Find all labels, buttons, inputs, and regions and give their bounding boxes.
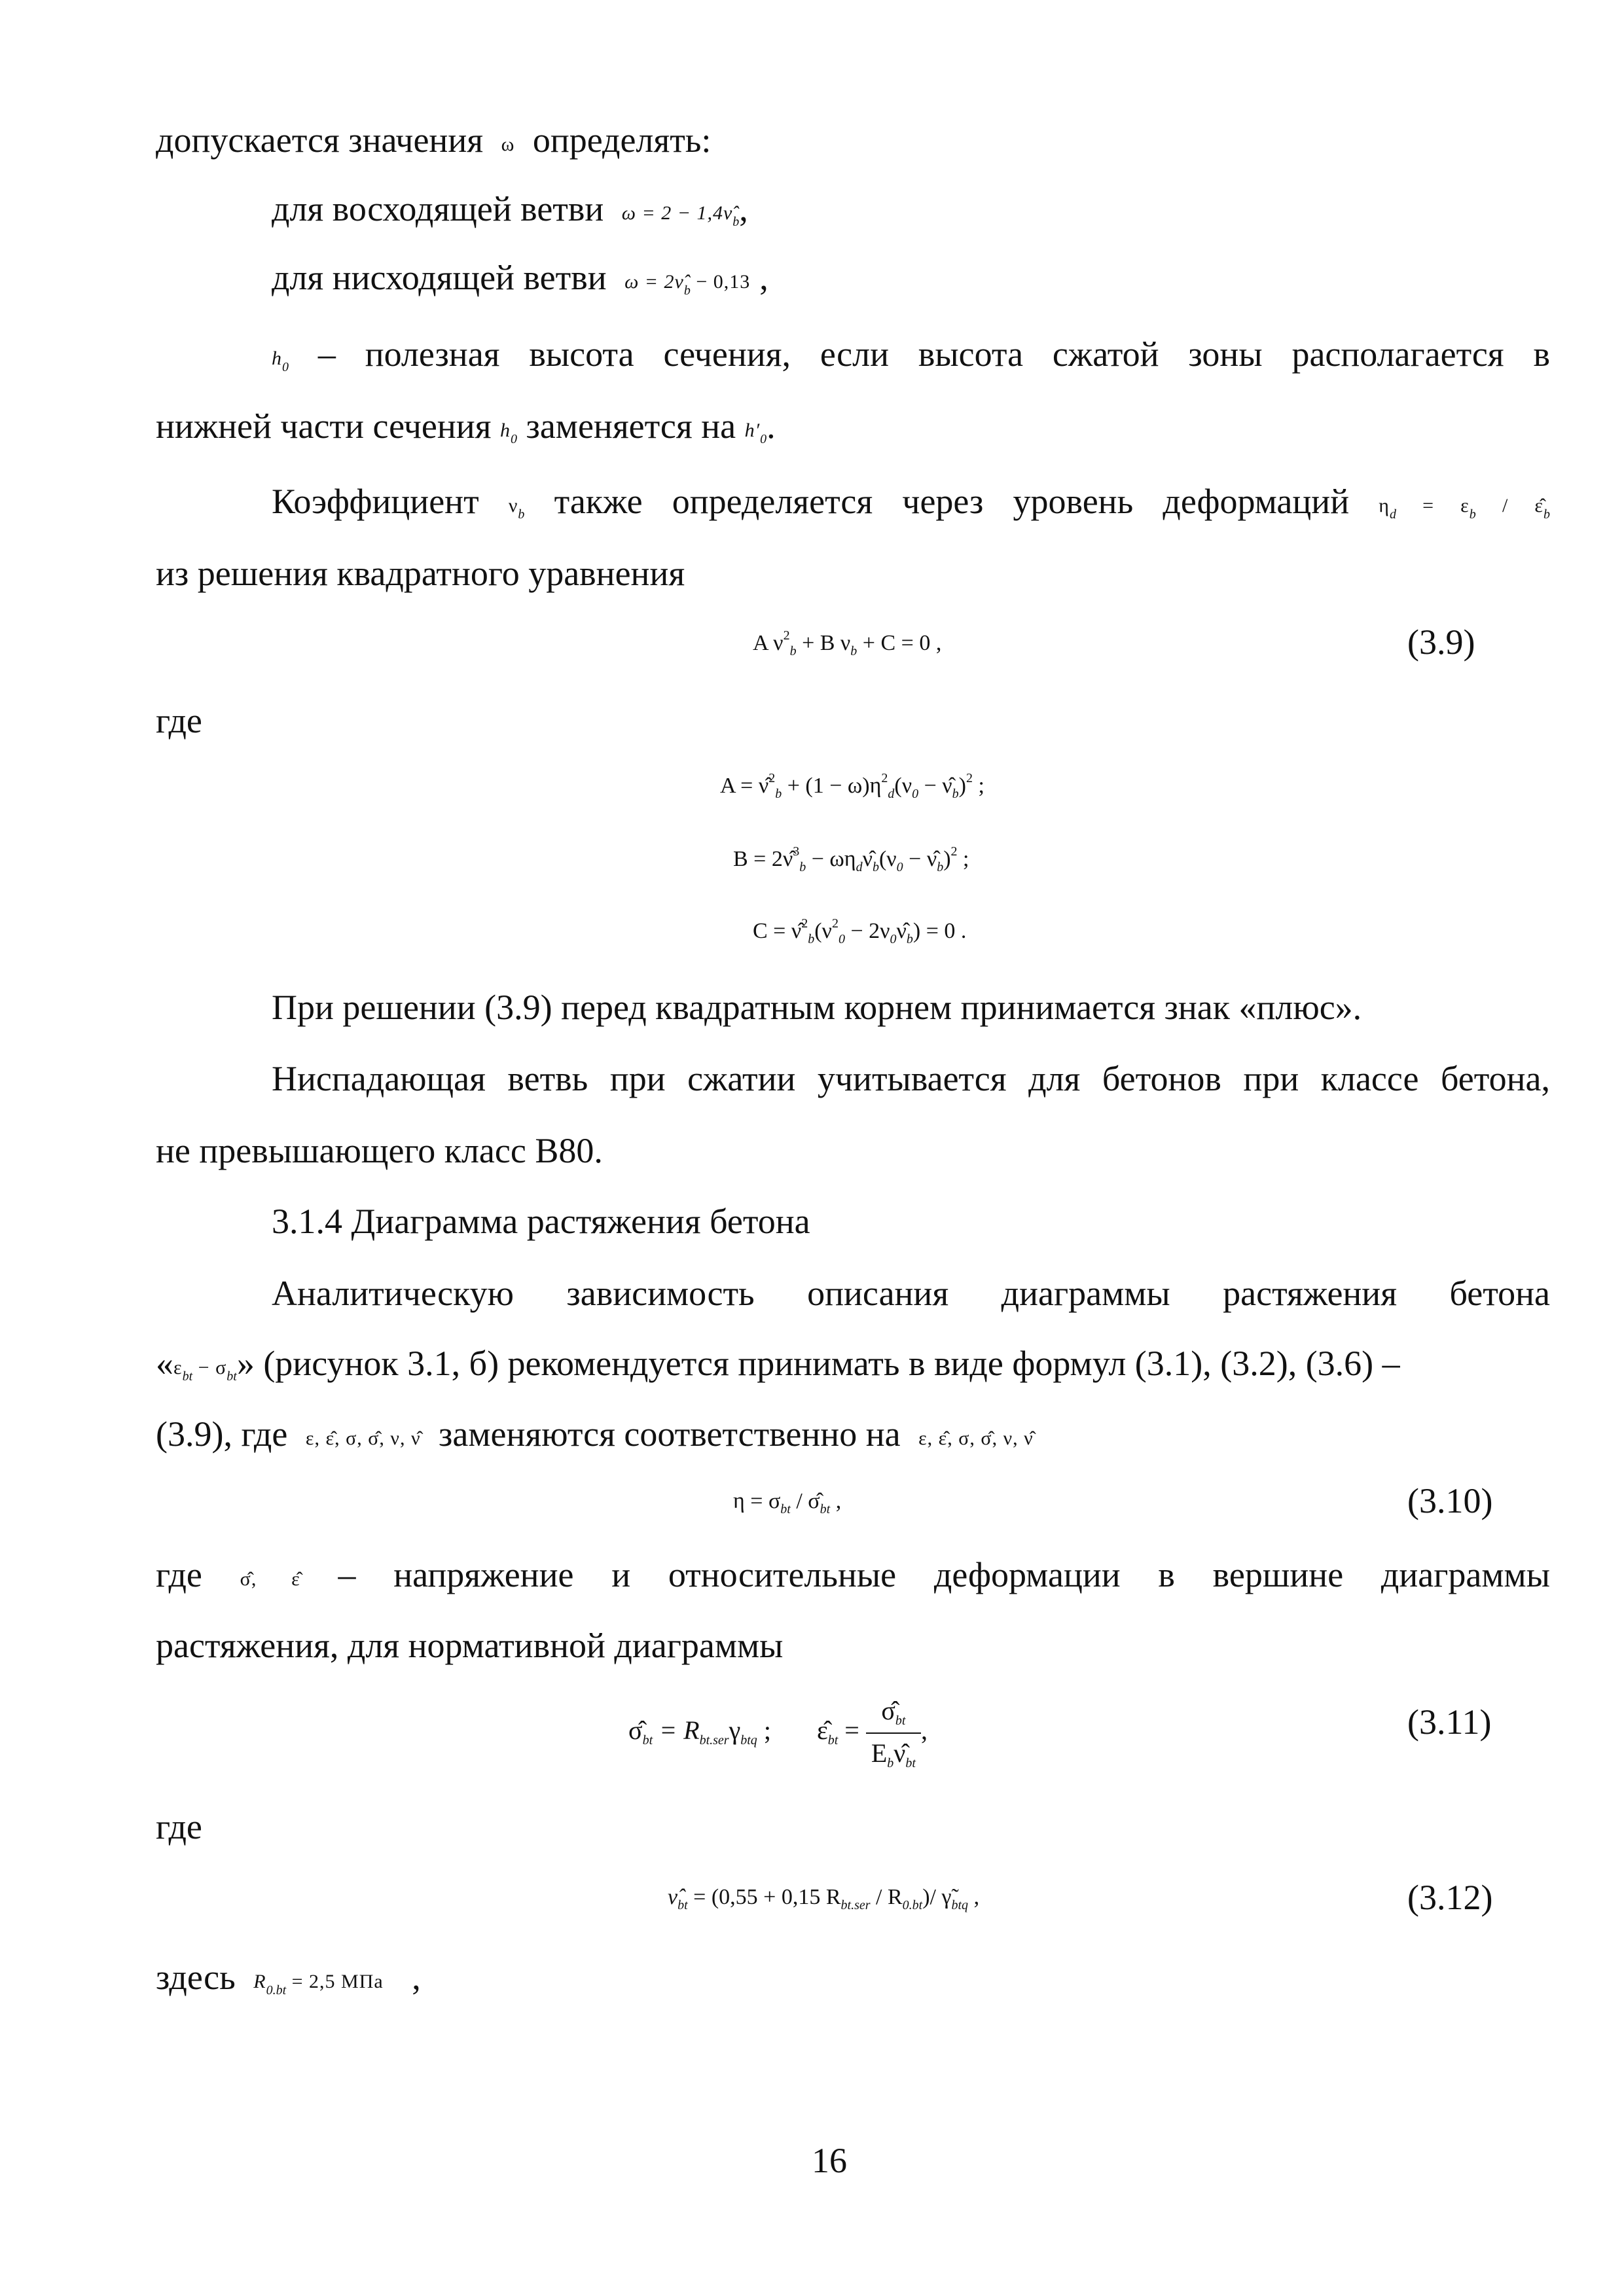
text-line-1 (156, 117, 1550, 168)
eq-part: ν̂ (896, 919, 907, 943)
eq-part: γ (729, 1715, 741, 1746)
text: нижней части сечения (156, 406, 492, 446)
equation-C: $C = \nû^2_b(\nu^2_0$ − $2\nu_0\nû_b) = 0$ . (753, 916, 967, 946)
page-number: 16 (812, 2141, 847, 2180)
h0-symbol: h (499, 420, 511, 441)
text-gde-1 (156, 697, 1550, 744)
text-line-4 (272, 331, 1550, 391)
sub: 0 (282, 360, 289, 374)
equation-number-3-11: (3.11) (1407, 1702, 1492, 1742)
text: заменяется на (526, 406, 736, 446)
eq-part: ν̂ (668, 1885, 678, 1909)
formula: ω = 2 − 1,4ν̂ (621, 202, 733, 224)
sub: b (1543, 507, 1551, 522)
formula-list: ε, ε̂, σ, σ̂, ν, ν̂ (918, 1427, 1034, 1449)
text: – напряжение и относительные деформации в вершине диаграммы (338, 1555, 1551, 1594)
eq-part: ; (957, 847, 969, 871)
section-heading (272, 1198, 1550, 1245)
eq-part: − 2ν (844, 919, 890, 943)
text: где (156, 1807, 202, 1846)
h0-prime-symbol: h′ (744, 420, 761, 441)
text: здесь (156, 1958, 236, 1997)
eq-part: ; (972, 774, 984, 798)
text-line-nisp-1 (272, 1055, 1550, 1102)
text: для восходящей ветви (272, 189, 604, 228)
equation-number-3-10: (3.10) (1407, 1481, 1493, 1520)
text: » (рисунок 3.1, б) рекомендуется принимать в виде формул (3.1), (3.2), (3.6) – (236, 1344, 1400, 1383)
h0-symbol: h (272, 348, 282, 369)
equation-3-12: $\nû_{bt} = (0,55 + 0,15$ $R_{bt.ser} / R_{0.bt})/$ $\gammã_{btq}$ , (668, 1885, 980, 1912)
equation-3-10: $\eta = \sigma_{bt}$ / $\sigmâ_{bt}$ , (733, 1489, 842, 1516)
eq-part: = (0,55 + 0,15 R (687, 1885, 841, 1909)
text-line-gde-sigma-2 (156, 1622, 1550, 1669)
formula: η (1379, 495, 1390, 516)
eq-part: σ̂ (628, 1715, 643, 1746)
eq-part: ε̂ (816, 1715, 828, 1746)
text-gde-3 (156, 1803, 1550, 1850)
equation-3-9: A $\nu^2_b + B$ $\nu_b + C = 0$ , (753, 628, 942, 658)
eq-part: σ̂ (881, 1696, 895, 1725)
eq-part: , (830, 1489, 842, 1513)
eq-part: (ν (878, 847, 897, 871)
eq-part: − ν̂ (918, 774, 952, 798)
text: , (412, 1958, 421, 1997)
text: Ниспадающая ветвь при сжатии учитывается для бетонов при классе бетона, (272, 1059, 1550, 1098)
eq-part: ) (958, 774, 966, 798)
text-line-plus (272, 984, 1550, 1031)
heading-text: 3.1.4 Диаграмма растяжения бетона (272, 1202, 810, 1241)
text: определять: (532, 120, 712, 160)
text-line-gde-sigma (156, 1551, 1550, 1603)
text-line-anal-2 (156, 1340, 1550, 1400)
text: Коэффициент (272, 482, 479, 521)
formula-sub: b (683, 283, 691, 298)
eq-part: + (1 − ω)η (782, 774, 882, 798)
text: – полезная высота сечения, если высота сжатой зоны располагается в (317, 334, 1550, 374)
text-line-5: нижней части сечения $h_0$ заменяется на $h'_0$. (156, 406, 776, 446)
formula: = ε (1396, 495, 1470, 516)
eq-part: − ωη (806, 847, 856, 871)
text: (3.9), где (156, 1414, 288, 1454)
formula: / ε̂ (1475, 495, 1544, 516)
text-line-anal-3 (156, 1410, 1550, 1462)
text: из решения квадратного уравнения (156, 554, 685, 593)
sub: d (1389, 507, 1396, 522)
text: где (156, 701, 202, 740)
text: растяжения, для нормативной диаграммы (156, 1626, 784, 1665)
text: заменяются соответственно на (439, 1414, 901, 1454)
formula: − σ (192, 1357, 227, 1378)
sub: bt (182, 1369, 193, 1384)
formula-tail: − 0,13 (690, 271, 751, 293)
eq-part: / R (870, 1885, 903, 1909)
eq-part: (ν (814, 919, 832, 943)
formula: ω = 2ν̂ (624, 271, 684, 293)
text: где (156, 1555, 202, 1594)
sub: 0.bt (266, 1983, 287, 1998)
text: также определяется через уровень деформаций (554, 482, 1350, 521)
eq-part: η = σ (733, 1489, 781, 1513)
eq-part: (ν (894, 774, 912, 798)
formula: σ̂, ε̂ (240, 1568, 300, 1590)
text-line-2: для восходящей ветви $\omega = 2 - 1,4\nû_b$, (272, 189, 748, 229)
eq-part: + B ν (796, 631, 851, 655)
eq-part: ; (757, 1715, 771, 1746)
equation-number-3-9: (3.9) (1407, 622, 1475, 662)
eq-part: E (871, 1738, 888, 1768)
text-line-nisp-2 (156, 1127, 1550, 1174)
eq-part: = R (653, 1715, 700, 1746)
text-line-6 (272, 478, 1550, 538)
text-line-3: для нисходящей ветви $\omega = 2\nû_b - 0,13$ , (272, 258, 768, 298)
sub: b (518, 507, 525, 522)
text-line-7 (156, 550, 1550, 597)
text: При решении (3.9) перед квадратным корнем принимается знак «плюс». (272, 988, 1362, 1027)
formula: R (253, 1971, 266, 1992)
text: допускается значения (156, 120, 484, 160)
eq-part: A = ν̂ (720, 774, 769, 798)
equation-3-11: $\sigmâ_{bt} = R_{bt.ser}\gamma_{btq}$ ; $\varepsilon̂_{bt}$ = $\frac{\sigmâ_{bt}}{E_b\nû_{bt}}$ , (628, 1696, 928, 1770)
nu-symbol: ν (508, 495, 518, 516)
sub: b (1469, 507, 1476, 522)
text-line-anal-1 (272, 1270, 1550, 1317)
equation-B: B = 2ν̂$^3_b$ − $\omega\eta_d\nû_b(\nu_0$ − $\nû_b)^2$ ; (733, 844, 969, 874)
eq-part: − ν̂ (903, 847, 937, 871)
equation-number-3-12: (3.12) (1407, 1878, 1493, 1917)
formula: ε (173, 1357, 183, 1378)
eq-part: ) (943, 847, 951, 871)
omega-symbol: ω (501, 134, 515, 155)
eq-part: ν̂ (862, 847, 873, 871)
equation-A: A = ν̂$^2_b$ + $(1 - \omega)\eta^2_d(\nu_0$ − $\nû_b)^2$ ; (720, 771, 984, 801)
eq-part: , (968, 1885, 980, 1909)
text: для нисходящей ветви (272, 258, 607, 297)
sub: 0 (760, 432, 767, 446)
eq-part: = (838, 1715, 859, 1746)
eq-part: , (920, 1715, 928, 1746)
eq-part: A ν (753, 631, 784, 655)
eq-part: / σ̂ (790, 1489, 820, 1513)
formula-sub: b (732, 215, 740, 229)
eq-part: )/ γ̃ (922, 1885, 952, 1909)
text: не превышающего класс В80. (156, 1131, 603, 1170)
fraction: $\frac{\sigmâ_{bt}}{E_b\nû_{bt}}$ (866, 1695, 921, 1771)
text-line-zdes (156, 1954, 1550, 2014)
sub: 0 (510, 432, 517, 446)
eq-part: ν̂ (893, 1738, 906, 1768)
sub: bt (226, 1369, 237, 1384)
formula: = 2,5 МПа (286, 1971, 384, 1992)
eq-part: + C = 0 , (857, 631, 942, 655)
text: « (156, 1344, 173, 1383)
eq-part: ) = 0 . (912, 919, 967, 943)
eq-part: B = 2ν̂ (733, 847, 793, 871)
formula-list: ε, ε̂, σ, σ̂, ν, ν̂ (305, 1427, 421, 1449)
text: Аналитическую зависимость описания диаграммы растяжения бетона (272, 1274, 1550, 1313)
eq-part: C = ν̂ (753, 919, 802, 943)
